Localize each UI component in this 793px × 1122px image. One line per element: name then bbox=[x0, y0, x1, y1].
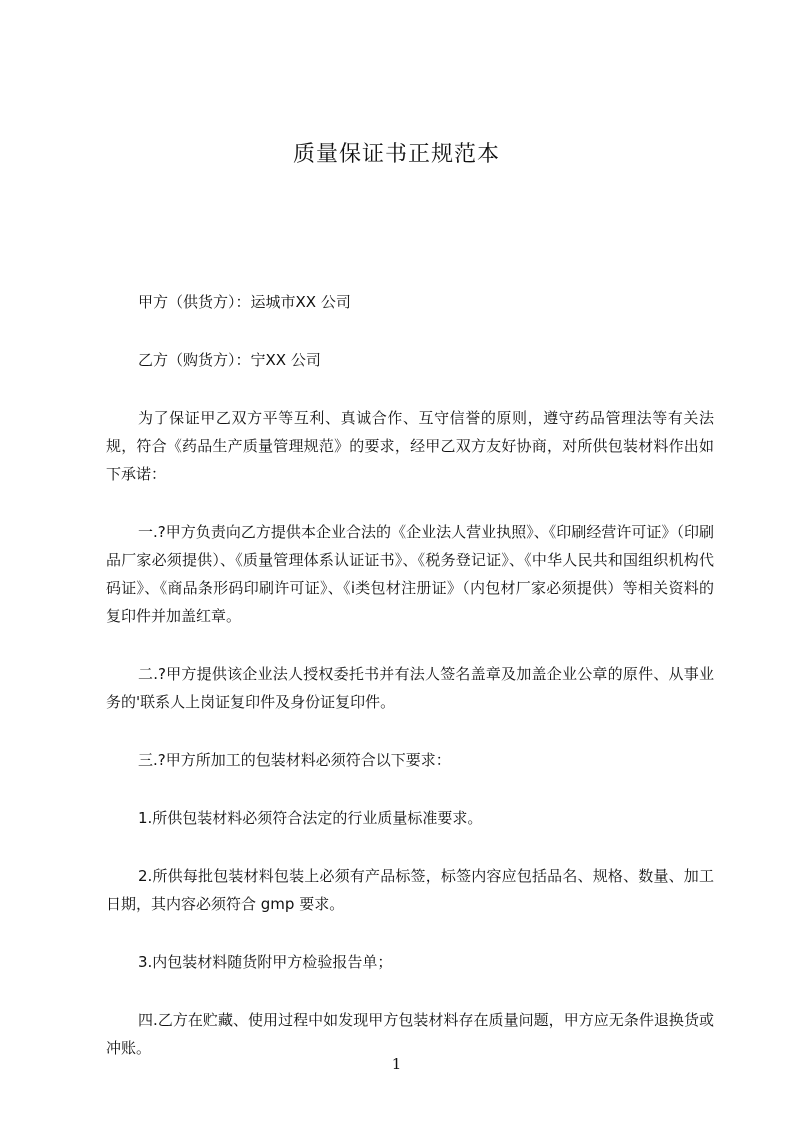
document-title: 质量保证书正规范本 bbox=[292, 142, 500, 167]
party-a-line: 甲方（供货方）：运城市XX 公司 bbox=[138, 293, 351, 311]
document-body bbox=[106, 288, 714, 1092]
clause-two: 二.?甲方提供该企业法人授权委托书并有法人签名盖章及加盖企业公章的原件、从事业务的'联系人上岗证复印件及身份证复印件。 bbox=[106, 665, 714, 711]
requirement-item-3: 3.内包装材料随货附甲方检验报告单； bbox=[138, 953, 393, 971]
party-b-line: 乙方（购货方）：宁XX 公司 bbox=[138, 351, 321, 369]
clause-four: 四.乙方在贮藏、使用过程中如发现甲方包装材料存在质量问题，甲方应无条件退换货或冲账。 bbox=[106, 1011, 714, 1057]
page-number: 1 bbox=[391, 1055, 402, 1073]
clause-three: 三.?甲方所加工的包装材料必须符合以下要求： bbox=[138, 751, 451, 769]
clause-one: 一.?甲方负责向乙方提供本企业合法的《企业法人营业执照》、《印刷经营许可证》（印刷品厂家必须提供）、《质量管理体系认证证书》、《税务登记证》、《中华人民共和国组织机构代码证》、《商品条形码印刷许可证》、《ⅰ类包材注册证》（内包材厂家必须提供）等相关资料的复印件并加盖红章。 bbox=[106, 523, 714, 625]
intro-paragraph: 为了保证甲乙双方平等互利、真诚合作、互守信誉的原则，遵守药品管理法等有关法规，符合《药品生产质量管理规范》的要求，经甲乙双方友好协商，对所供包装材料作出如下承诺： bbox=[106, 409, 714, 483]
requirement-item-2: 2.所供每批包装材料包装上必须有产品标签，标签内容应包括品名、规格、数量、加工日期，其内容必须符合 gmp 要求。 bbox=[106, 867, 714, 913]
requirement-item-1: 1.所供包装材料必须符合法定的行业质量标准要求。 bbox=[138, 809, 483, 827]
